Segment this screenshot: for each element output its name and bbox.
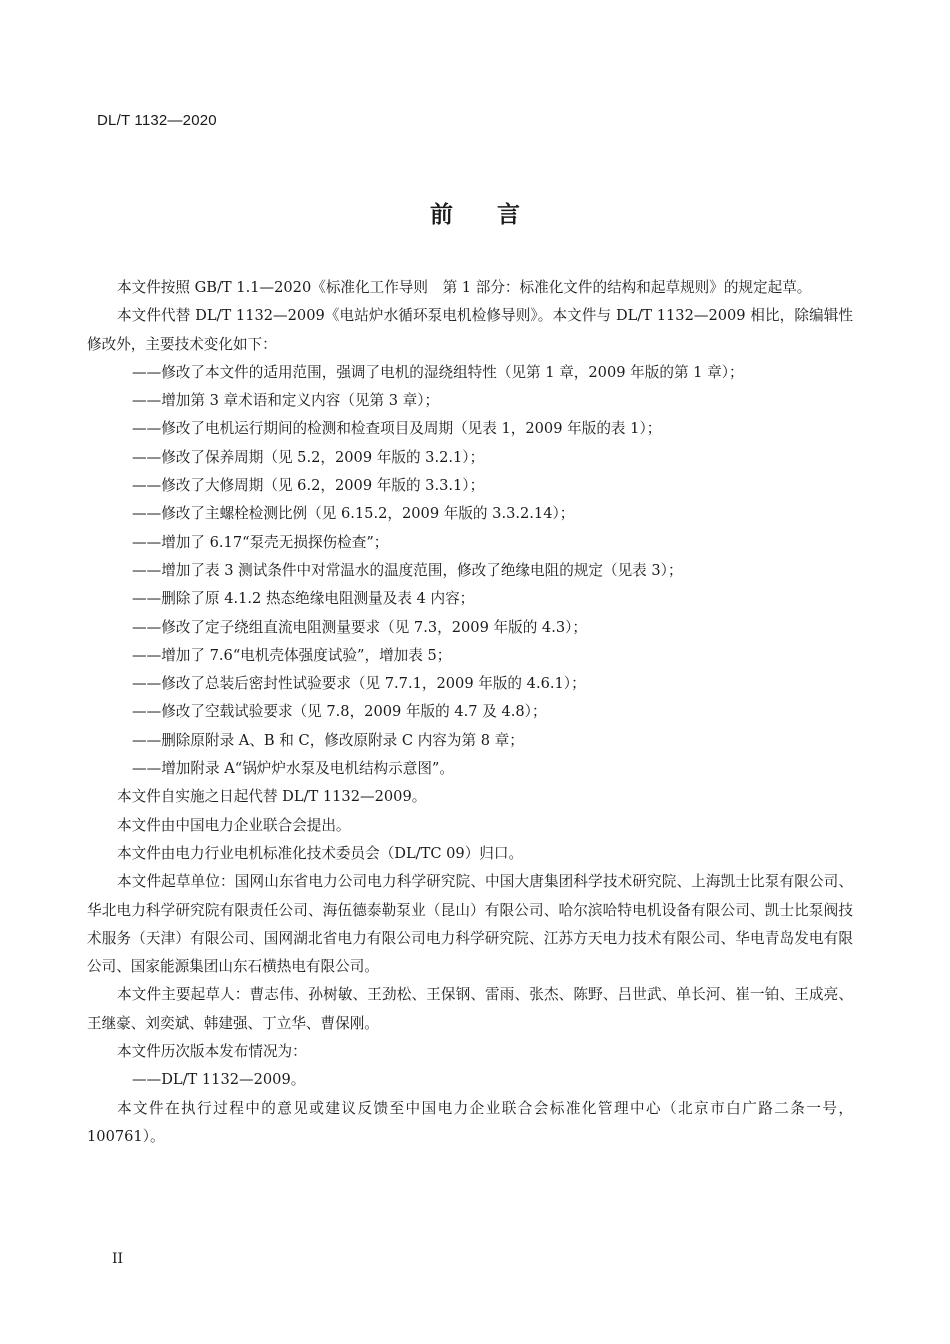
paragraph-proposer: 本文件由中国电力企业联合会提出。 bbox=[117, 816, 351, 834]
list-item: ——增加第 3 章术语和定义内容（见第 3 章）； bbox=[132, 392, 440, 410]
list-item: ——修改了保养周期（见 5.2，2009 年版的 3.2.1）； bbox=[132, 448, 485, 466]
paragraph-history-intro: 本文件历次版本发布情况为： bbox=[117, 1043, 307, 1061]
paragraph-feedback: 本文件在执行过程中的意见或建议反馈至中国电力企业联合会标准化管理中心（北京市白广路二条一号，100761）。 bbox=[87, 1099, 853, 1145]
title-char-2: 言 bbox=[497, 202, 520, 228]
list-item: ——修改了本文件的适用范围，强调了电机的湿绕组特性（见第 1 章，2009 年版的第 1 章）； bbox=[132, 363, 744, 381]
list-item: ——修改了定子绕组直流电阻测量要求（见 7.3，2009 年版的 4.3）； bbox=[132, 618, 588, 636]
list-item: ——增加附录 A“锅炉炉水泵及电机结构示意图”。 bbox=[132, 760, 454, 778]
list-item: ——修改了总装后密封性试验要求（见 7.7.1，2009 年版的 4.6.1）； bbox=[132, 675, 586, 693]
list-item: ——增加了 6.17“泵壳无损探伤检查”； bbox=[132, 533, 389, 551]
list-item: ——修改了空载试验要求（见 7.8，2009 年版的 4.7 及 4.8）； bbox=[132, 703, 547, 721]
list-item: ——删除了原 4.1.2 热态绝缘电阻测量及表 4 内容； bbox=[132, 590, 475, 608]
list-item: ——修改了主螺栓检测比例（见 6.15.2，2009 年版的 3.3.2.14）； bbox=[132, 505, 575, 523]
list-item: ——修改了电机运行期间的检测和检查项目及周期（见表 1，2009 年版的表 1）； bbox=[132, 420, 662, 438]
preface-body bbox=[87, 274, 853, 1151]
list-item: ——修改了大修周期（见 6.2，2009 年版的 3.3.1）； bbox=[132, 477, 485, 495]
title-char-1: 前 bbox=[430, 202, 453, 228]
page-number: II bbox=[112, 1251, 124, 1267]
paragraph-drafters: 本文件主要起草人：曹志伟、孙树敏、王劲松、王保钢、雷雨、张杰、陈野、吕世武、单长河、崔一铂、王成亮、王继豪、刘奕斌、韩建强、丁立华、曹保刚。 bbox=[87, 986, 853, 1032]
paragraph-effective: 本文件自实施之日起代替 DL/T 1132—2009。 bbox=[117, 788, 427, 806]
paragraph-committee: 本文件由电力行业电机标准化技术委员会（DL/TC 09）归口。 bbox=[117, 844, 524, 862]
history-item: ——DL/T 1132—2009。 bbox=[132, 1071, 306, 1089]
list-item: ——删除原附录 A、B 和 C，修改原附录 C 内容为第 8 章； bbox=[132, 731, 524, 749]
list-item: ——增加了表 3 测试条件中对常温水的温度范围，修改了绝缘电阻的规定（见表 3）； bbox=[132, 561, 683, 579]
page-title bbox=[0, 196, 950, 229]
list-item: ——增加了 7.6“电机壳体强度试验”，增加表 5； bbox=[132, 646, 452, 664]
paragraph-drafting-units: 本文件起草单位：国网山东省电力公司电力科学研究院、中国大唐集团科学技术研究院、上海凯士比泵有限公司、华北电力科学研究院有限责任公司、海伍德泰勒泵业（昆山）有限公司、哈尔滨哈特电机设备有限公司、凯士比泵阀技术服务（天津）有限公司、国网湖北省电力有限公司电力科学研究院、江苏方天电力技术有限公司、华电青岛发电有限公司、国家能源集团山东石横热电有限公司。 bbox=[87, 873, 853, 976]
document-code: DL/T 1132—2020 bbox=[97, 112, 217, 129]
paragraph-replacement: 本文件代替 DL/T 1132—2009《电站炉水循环泵电机检修导则》。本文件与 DL/T 1132—2009 相比，除编辑性修改外，主要技术变化如下： bbox=[87, 307, 853, 353]
paragraph-drafting-rules: 本文件按照 GB/T 1.1—2020《标准化工作导则 第 1 部分：标准化文件的结构和起草规则》的规定起草。 bbox=[117, 279, 812, 296]
